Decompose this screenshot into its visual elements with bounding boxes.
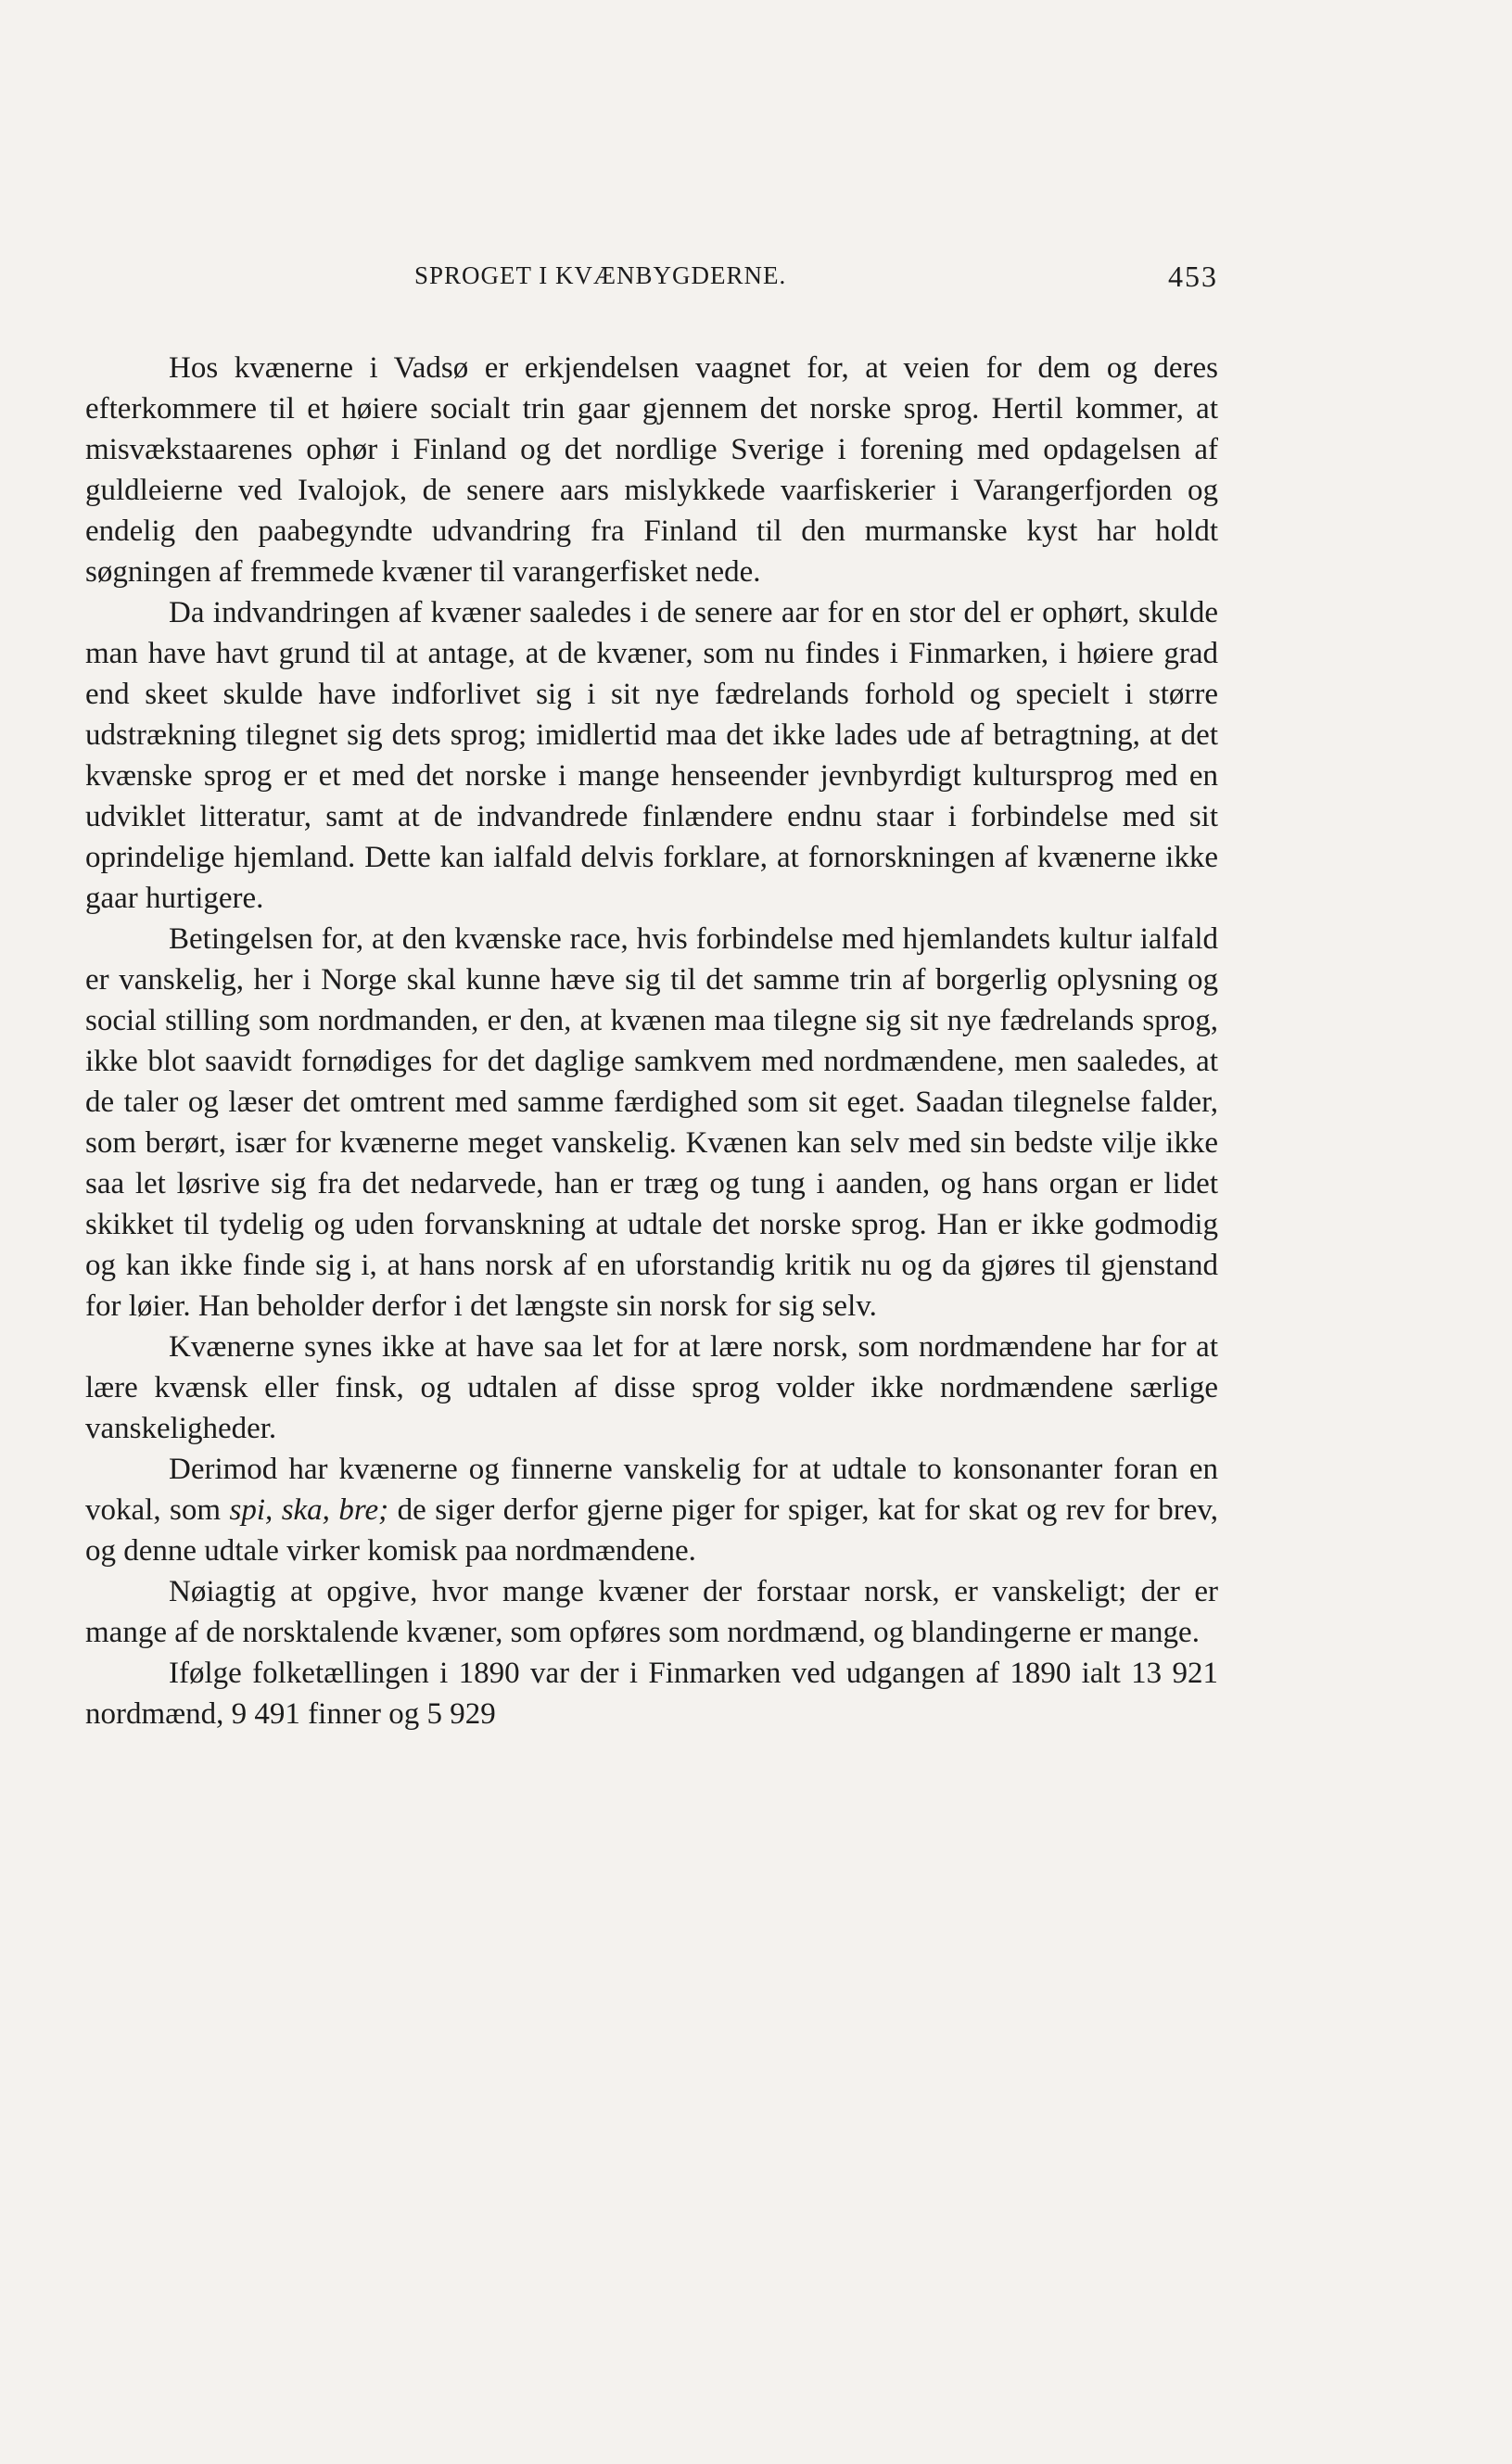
paragraph: Betingelsen for, at den kvænske race, hvis forbindelse med hjemlandets kultur ialfald er vanskelig, her i Norge skal kunne hæve sig til det samme trin af borgerlig oplysning og social stilling som nordmanden, er den, at kvænen maa tilegne sig sit nye fædrelands sprog, ikke blot saavidt fornødiges for det daglige samkvem med nordmændene, men saaledes, at de taler og læser det omtrent med samme færdighed som sit eget. Saadan tilegnelse falder, som berørt, især for kvænerne meget vanskelig. Kvænen kan selv med sin bedste vilje ikke saa let løsrive sig fra det nedarvede, han er træg og tung i aanden, og hans organ er lidet skikket til tydelig og uden forvanskning at udtale det norske sprog. Han er ikke godmodig og kan ikke finde sig i, at hans norsk af en uforstandig kritik nu og da gjøres til gjenstand for løier. Han beholder derfor i det længste sin norsk for sig selv. <box>85 922 1218 1323</box>
paragraph: Hos kvænerne i Vadsø er erkjendelsen vaagnet for, at veien for dem og deres efterkommere til et høiere socialt trin gaar gjennem det norske sprog. Hertil kommer, at misvækstaarenes ophør i Finland og det nordlige Sverige i forening med opdagelsen af guldleierne ved Ivalojok, de senere aars mislykkede vaarfiskerier i Varangerfjorden og endelig den paabegyndte udvandring fra Finland til den murmanske kyst har holdt søgningen af fremmede kvæner til varangerfisket nede. <box>85 351 1218 589</box>
paragraph-text: Derimod har kvænerne og finnerne vanskelig for at udtale to konsonanter foran en vokal, som <box>85 1453 1218 1527</box>
paragraph: Nøiagtig at opgive, hvor mange kvæner der forstaar norsk, er vanskeligt; der er mange af de norsktalende kvæner, som opføres som nordmænd, og blandingerne er mange. <box>85 1575 1218 1649</box>
running-head <box>85 250 1218 297</box>
chapter-title: SPROGET I KVÆNBYGDERNE. <box>414 261 787 289</box>
book-page <box>85 250 1218 1734</box>
italic-examples: spi, ska, bre; <box>229 1493 389 1527</box>
paragraph-text: de siger derfor gjerne piger for spiger, kat for skat og rev for brev, og denne udtale virker komisk paa nordmændene. <box>85 1493 1219 1568</box>
page-number: 453 <box>1168 260 1218 293</box>
body-text <box>85 348 1218 1734</box>
paragraph: Da indvandringen af kvæner saaledes i de senere aar for en stor del er ophørt, skulde man have havt grund til at antage, at de kvæner, som nu findes i Finmarken, i høiere grad end skeet skulde have indforlivet sig i sit nye fædrelands forhold og specielt i større udstrækning tilegnet sig dets sprog; imidlertid maa det ikke lades ude af betragtning, at det kvænske sprog er et med det norske i mange henseender jevnbyrdigt kultursprog med en udviklet litteratur, samt at de indvandrede finlændere endnu staar i forbindelse med sit oprindelige hjemland. Dette kan ialfald delvis forklare, at fornorskningen af kvænerne ikke gaar hurtigere. <box>85 596 1218 915</box>
paragraph: Kvænerne synes ikke at have saa let for at lære norsk, som nordmændene har for at lære kvænsk eller finsk, og udtalen af disse sprog volder ikke nordmændene særlige vanskeligheder. <box>85 1330 1218 1445</box>
paragraph <box>85 1449 1218 1571</box>
paragraph: Ifølge folketællingen i 1890 var der i Finmarken ved udgangen af 1890 ialt 13 921 nordmænd, 9 491 finner og 5 929 <box>85 1657 1218 1731</box>
